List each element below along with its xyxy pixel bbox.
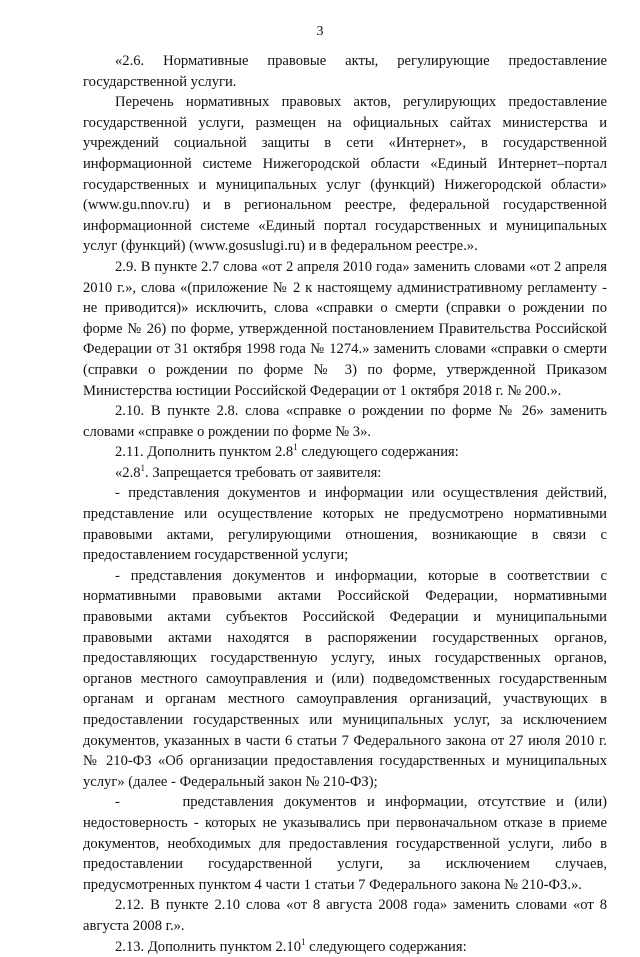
paragraph-2-10: 2.10. В пункте 2.8. слова «справке о рождении по форме № 26» заменить словами «справке о рождении по форме № 3». (83, 403, 607, 440)
paragraph-2-13-tail: следующего содержания: (305, 938, 467, 955)
list-item-missing-info: - представления документов и информации, отсутствие и (или) недостоверность - которых не указывались при первоначальном отказе в приеме документов, необходимых для предоставления государственной услуги, либо в предоставлении государственной услуги, за исключением случаев, предусмотренных пунктом 4 части 1 статьи 7 Федерального закона № 210-ФЗ.». (83, 794, 607, 893)
page-number: 3 (316, 24, 324, 39)
paragraph-2-11-tail: следующего содержания: (297, 444, 459, 461)
superscript: 1 (140, 463, 146, 474)
paragraph-2-11-text: 2.11. Дополнить пунктом 2.8 (115, 444, 294, 461)
paragraph-legal-acts-list: Перечень нормативных правовых актов, регулирующих предоставление государственной услуги, размещен на официальных сайтах министерства и учреждений социальной защиты в сети «Интернет», в государственной информационной системе Нижегородской области «Единый Интернет–портал государственных и муниципальных услуг (функций) Нижегородской области» (www.gu.nnov.ru) и в региональном реестре, федеральной государственной информационной системе «Единый портал государственных и муниципальных услуг (функций) (www.gosuslugi.ru) и в федеральном реестре.». (83, 94, 607, 255)
list-item-actions: - представления документов и информации или осуществления действий, представление или осуществление которых не предусмотрено нормативными правовыми актами, регулирующими отношения, возникающие в связи с предоставлением государственной услуги; (83, 485, 607, 564)
paragraph-2-8-1-text: «2.8 (115, 464, 141, 481)
paragraph-2-8-1 (83, 463, 607, 484)
superscript: 1 (293, 442, 298, 453)
paragraph-2-13-text: 2.13. Дополнить пунктом 2.10 (115, 938, 302, 955)
document-body (83, 51, 607, 957)
paragraph-2-13 (83, 937, 607, 957)
paragraph-2-12: 2.12. В пункте 2.10 слова «от 8 августа 2008 года» заменить словами «от 8 августа 2008 г.». (83, 897, 607, 934)
list-item-documents: - представления документов и информации, которые в соответствии с нормативными правовыми актами Российской Федерации, нормативными правовыми актами субъектов Российской Федерации и муниципальными правовыми актами находятся в распоряжении государственных органов, предоставляющих государственную услугу, иных государственных органов, органов местного самоуправления и (или) подведомственных государственным органам и органам местного самоуправления организаций, участвующих в предоставлении государственных или муниципальных услуг, за исключением документов, указанных в части 6 статьи 7 Федерального закона от 27 июля 2010 г. № 210-ФЗ «Об организации предоставления государственных и муниципальных услуг» (далее - Федеральный закон № 210-ФЗ); (83, 567, 607, 790)
paragraph-2-8-1-tail: . Запрещается требовать от заявителя: (145, 464, 382, 481)
paragraph-2-6-title: «2.6. Нормативные правовые акты, регулирующие предоставление государственной услуги. (83, 53, 607, 90)
paragraph-2-9: 2.9. В пункте 2.7 слова «от 2 апреля 2010 года» заменить словами «от 2 апреля 2010 г.», слова «(приложение № 2 к настоящему административному регламенту - не приводится)» исключить, слова «справки о смерти (справки о рождении по форме № 26) по форме, утвержденной постановлением Правительства Российской Федерации от 31 октября 1998 года № 1274.» заменить словами «справки о смерти (справки о рождении по форме № 3) по форме, утвержденной Приказом Министерства юстиции Российской Федерации от 1 октября 2018 г. № 200.». (83, 258, 607, 399)
paragraph-2-11 (83, 442, 607, 463)
superscript: 1 (301, 936, 306, 947)
